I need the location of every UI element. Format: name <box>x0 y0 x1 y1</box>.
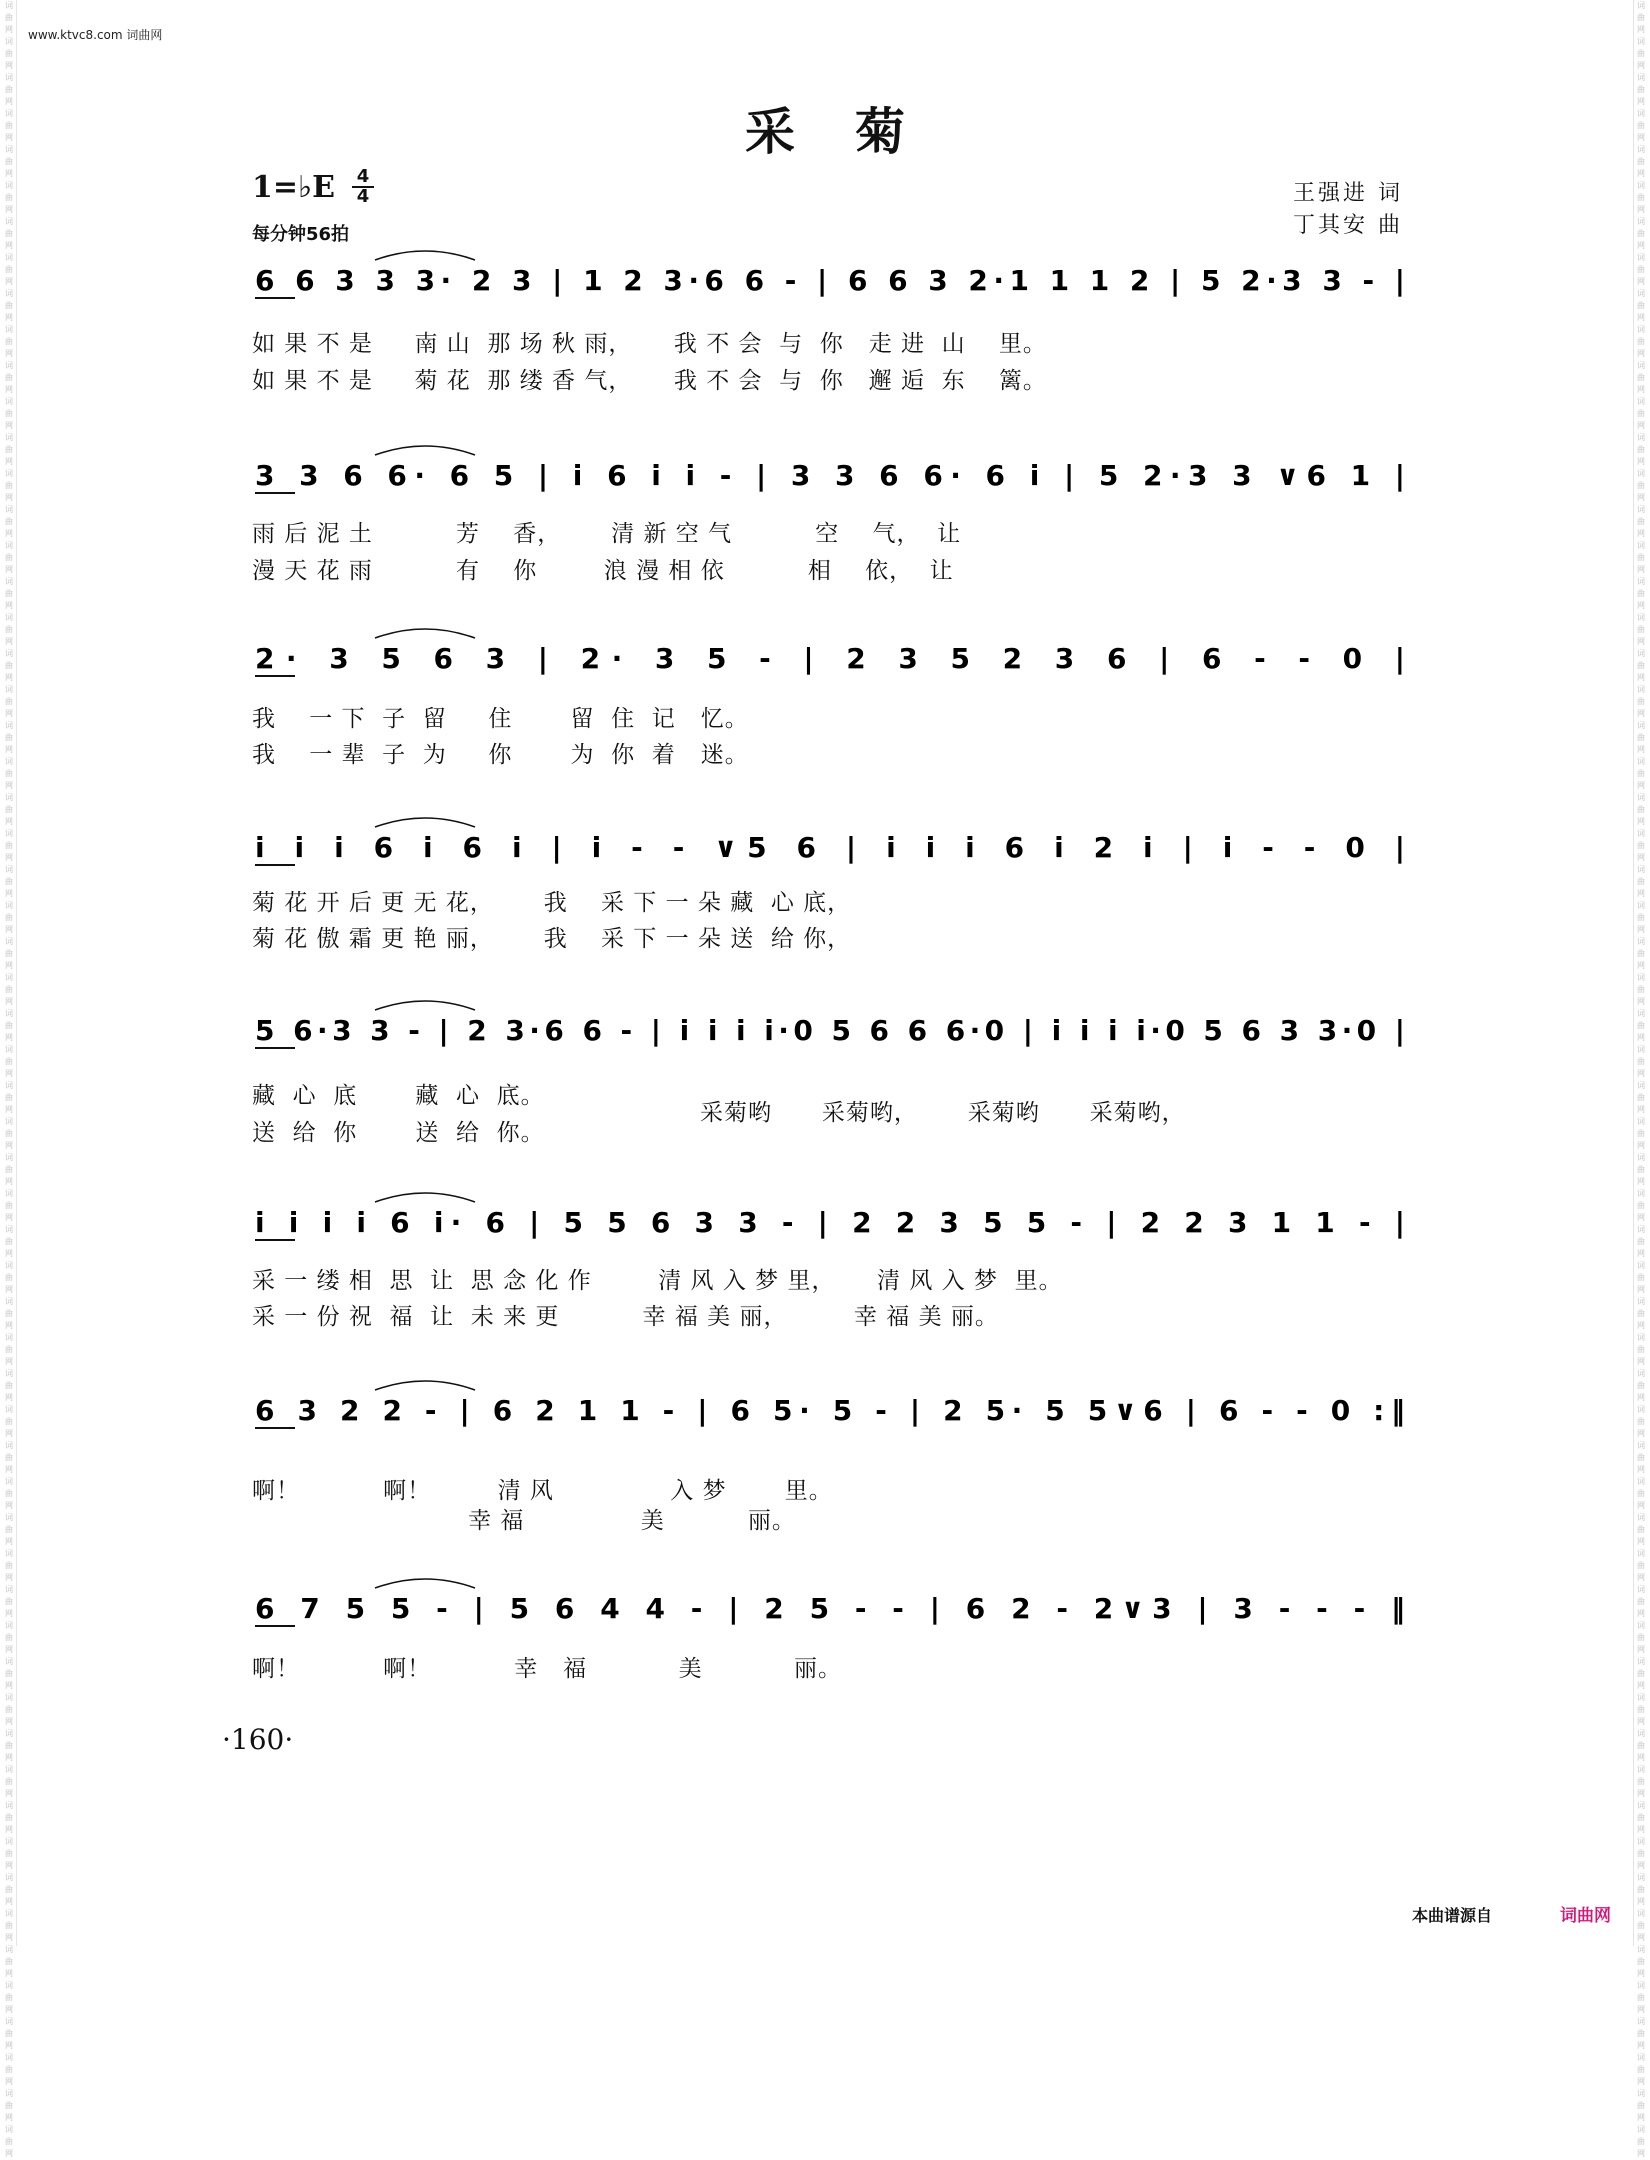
side-watermark-left: 词曲网词曲网词曲网词曲网词曲网词曲网词曲网词曲网词曲网词曲网词曲网词曲网词曲网词曲网词曲网词曲网词曲网词曲网词曲网词曲网词曲网词曲网词曲网词曲网词曲网词曲网词曲网词曲网词曲网词曲网词曲网词曲网词曲网词曲网词曲网词曲网词曲网词曲网词曲网词曲网词曲网词曲网词曲网词曲网词曲网词曲网词曲网词曲网词曲网词曲网词曲网词曲网词曲网词曲网词曲网词曲网词曲网词曲网词曲网词曲网 <box>2 0 17 1946</box>
notation-line: 6 6 3 3 3· 2 3 | 1 2 3·6 6 - | 6 6 3 2·1 1 1 2 | 5 2·3 3 - | <box>255 264 1405 297</box>
slur <box>375 251 475 260</box>
notation-line: i i i 6 i 6 i | i - - ∨5 6 | i i i 6 i 2 i | i - - 0 | <box>255 831 1406 864</box>
slur <box>375 818 475 827</box>
lyric-line: 如 果 不 是 南 山 那 场 秋 雨， 我 不 会 与 你 走 进 山 里。 <box>252 331 1047 357</box>
footer-brand-link[interactable]: 词曲网 <box>1560 1906 1611 1926</box>
page-number: ·160· <box>222 1723 294 1756</box>
lyric-line: 藏 心 底 藏 心 底。 <box>252 1083 545 1109</box>
lyric-line: 漫 天 花 雨 有 你 浪 漫 相 依 相 依， 让 <box>252 558 954 584</box>
lyric-line: 我 一 辈 子 为 你 为 你 着 迷。 <box>252 742 749 768</box>
notation-line: i i i i 6 i· 6 | 5 5 6 3 3 - | 2 2 3 5 5 - | 2 2 3 1 1 - | <box>255 1206 1405 1239</box>
song-title: 采菊 <box>745 102 965 161</box>
composer-credit: 丁其安 曲 <box>1293 213 1403 238</box>
side-watermark-right: 词曲网词曲网词曲网词曲网词曲网词曲网词曲网词曲网词曲网词曲网词曲网词曲网词曲网词曲网词曲网词曲网词曲网词曲网词曲网词曲网词曲网词曲网词曲网词曲网词曲网词曲网词曲网词曲网词曲网词曲网词曲网词曲网词曲网词曲网词曲网词曲网词曲网词曲网词曲网词曲网词曲网词曲网词曲网词曲网词曲网词曲网词曲网词曲网词曲网词曲网词曲网词曲网词曲网词曲网词曲网词曲网词曲网词曲网词曲网词曲网 <box>1633 0 1648 1946</box>
lyric-line: 菊 花 开 后 更 无 花， 我 采 下 一 朵 藏 心 底， <box>252 890 852 916</box>
slur <box>375 1579 475 1588</box>
key-signature: 1=♭E <box>252 170 336 205</box>
time-signature-bottom: 4 <box>356 186 370 207</box>
lyric-line: 幸 福 美 丽。 <box>252 1508 796 1534</box>
slur <box>375 1001 475 1010</box>
tempo-marking: 每分钟56拍 <box>252 224 350 245</box>
lyric-line: 啊！ 啊！ 幸 福 美 丽。 <box>252 1656 842 1682</box>
notation-line: 6 7 5 5 - | 5 6 4 4 - | 2 5 - - | 6 2 - 2∨3 | 3 - - - ‖ <box>255 1592 1406 1625</box>
lyric-line: 雨 后 泥 土 芳 香， 清 新 空 气 空 气， 让 <box>252 521 962 547</box>
notation-line: 2· 3 5 6 3 | 2· 3 5 - | 2 3 5 2 3 6 | 6 - - 0 | <box>255 642 1405 675</box>
site-url[interactable]: www.ktvc8.com 词曲网 <box>28 28 163 42</box>
lyric-line: 菊 花 傲 霜 更 艳 丽， 我 采 下 一 朵 送 给 你， <box>252 926 852 952</box>
lyricist-credit: 王强进 词 <box>1293 181 1403 206</box>
lyric-line: 啊！ 啊！ 清 风 入 梦 里。 <box>252 1478 833 1504</box>
lyric-line: 如 果 不 是 菊 花 那 缕 香 气， 我 不 会 与 你 邂 逅 东 篱。 <box>252 368 1047 394</box>
footer-source-label: 本曲谱源自 <box>1412 1906 1493 1925</box>
notation-line: 5 6·3 3 - | 2 3·6 6 - | i i i i·0 5 6 6 6·0 | i i i i·0 5 6 3 3·0 | <box>255 1014 1405 1047</box>
slur <box>375 1381 475 1390</box>
lyric-line: 采 一 缕 相 思 让 思 念 化 作 清 风 入 梦 里， 清 风 入 梦 里。 <box>252 1268 1063 1294</box>
notation-line: 3 3 6 6· 6 5 | i 6 i i - | 3 3 6 6· 6 i | 5 2·3 3 ∨6 1 | <box>255 459 1406 492</box>
lyric-line: 我 一 下 子 留 住 留 住 记 忆。 <box>252 706 749 732</box>
lyric-line: 采 一 份 祝 福 让 未 来 更 幸 福 美 丽， 幸 福 美 丽。 <box>252 1304 999 1330</box>
slur <box>375 629 475 638</box>
chorus-lyric: 采菊哟 采菊哟， 采菊哟 采菊哟， <box>700 1100 1186 1126</box>
notation-line: 6 3 2 2 - | 6 2 1 1 - | 6 5· 5 - | 2 5· 5 5∨6 | 6 - - 0 :‖ <box>255 1394 1405 1427</box>
slur <box>375 1193 475 1202</box>
lyric-line: 送 给 你 送 给 你。 <box>252 1120 545 1146</box>
time-signature-top: 4 <box>352 168 374 188</box>
slur <box>375 446 475 455</box>
